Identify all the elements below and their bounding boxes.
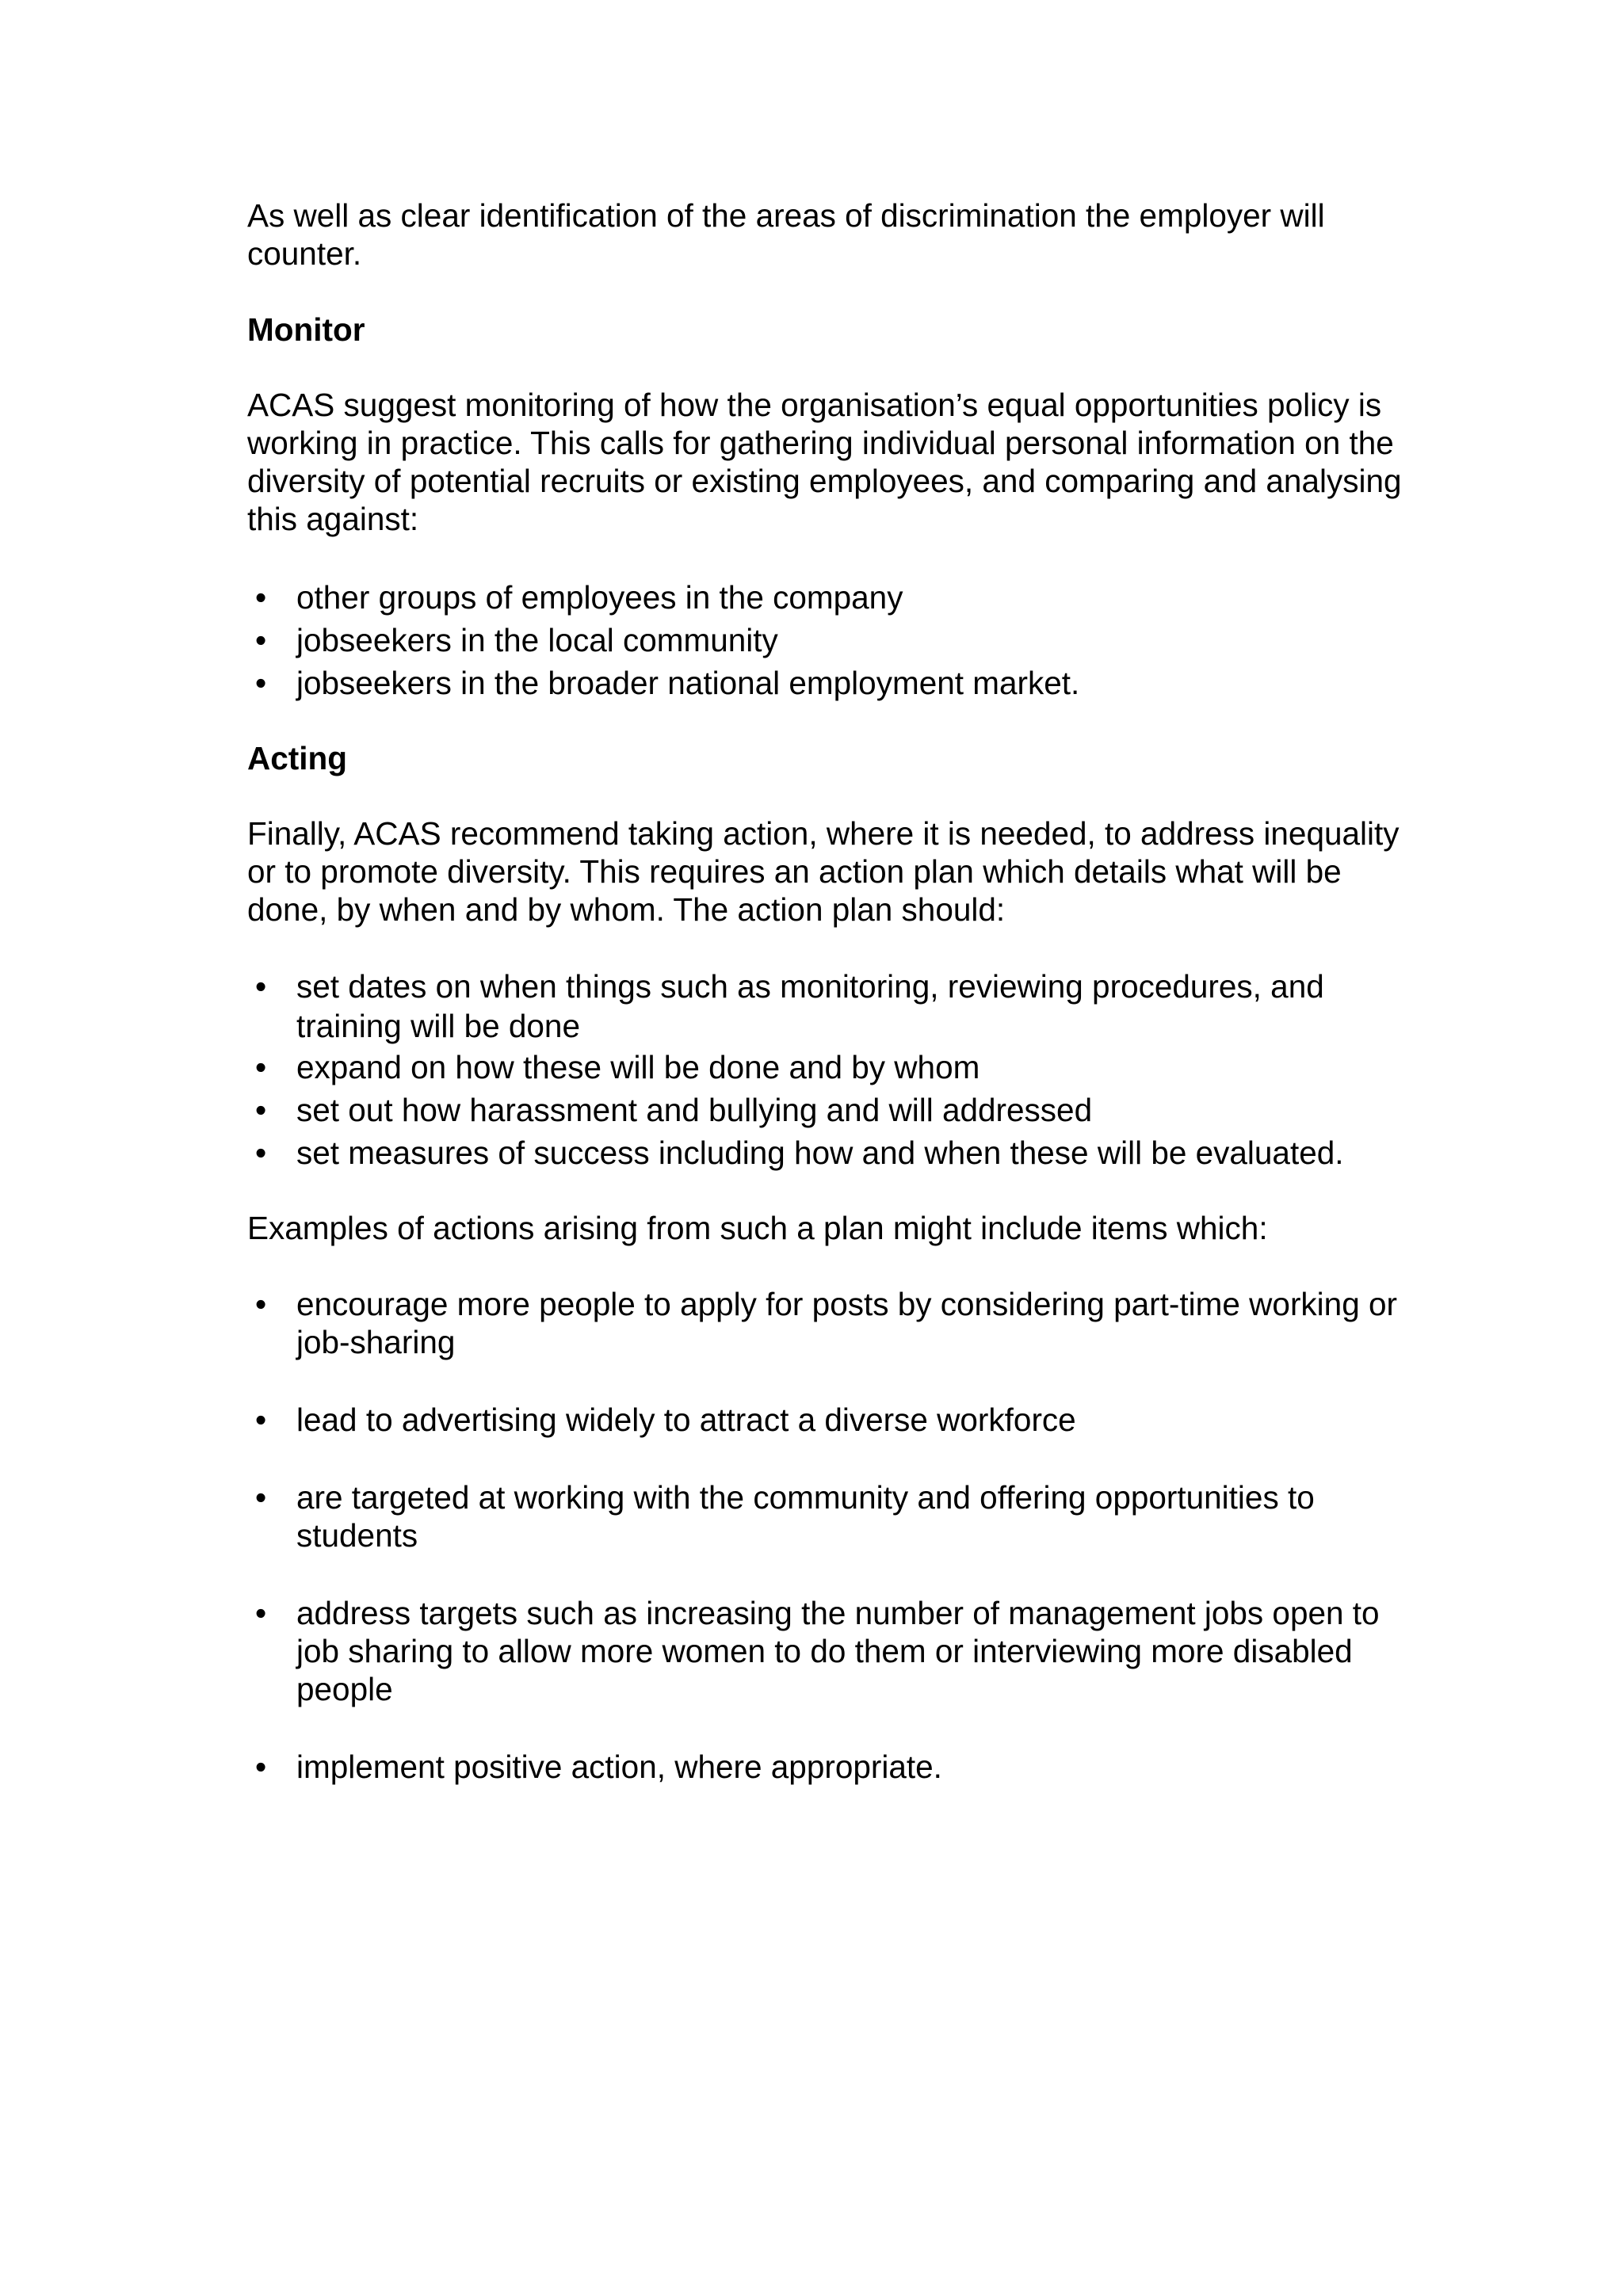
- acting-paragraph: Finally, ACAS recommend taking action, where it is needed, to address inequality or to promote diversity. This requires an action plan which details what will be done, by when and by whom. The action plan should:: [247, 815, 1400, 928]
- bullet-icon: •: [255, 1092, 267, 1128]
- list-item: [247, 662, 1412, 704]
- list-item-text: encourage more people to apply for posts by considering part-time working or job-sharing: [296, 1286, 1397, 1360]
- section-heading-acting: Acting: [247, 740, 347, 776]
- list-item: [247, 1401, 1412, 1439]
- examples-intro-paragraph: Examples of actions arising from such a plan might include items which:: [247, 1210, 1268, 1246]
- list-item: [247, 1478, 1412, 1554]
- list-item: [247, 1046, 1412, 1089]
- section-heading-monitor: Monitor: [247, 311, 365, 348]
- bullet-icon: •: [255, 1049, 267, 1085]
- list-item-text: set measures of success including how and when these will be evaluated.: [296, 1135, 1344, 1171]
- monitor-bullet-list: [247, 576, 1412, 704]
- list-item-text: jobseekers in the broader national employment market.: [296, 665, 1080, 701]
- list-item: [247, 967, 1412, 1046]
- acting-bullet-list: [247, 967, 1412, 1174]
- list-item-text: implement positive action, where appropriate.: [296, 1749, 942, 1785]
- bullet-icon: •: [255, 665, 267, 701]
- list-item-text: set dates on when things such as monitoring, reviewing procedures, and training will be done: [296, 968, 1324, 1044]
- bullet-icon: •: [255, 1595, 267, 1631]
- bullet-icon: •: [255, 1135, 267, 1171]
- list-item-text: are targeted at working with the community and offering opportunities to students: [296, 1479, 1315, 1554]
- list-item-text: expand on how these will be done and by whom: [296, 1049, 980, 1085]
- monitor-paragraph: ACAS suggest monitoring of how the organisation’s equal opportunities policy is working in practice. This calls for gathering individual personal information on the diversity of potential recruits or existing employees, and comparing and analysing this against:: [247, 387, 1402, 537]
- list-item: [247, 619, 1412, 662]
- list-item-text: set out how harassment and bullying and will addressed: [296, 1092, 1093, 1128]
- intro-paragraph: As well as clear identification of the areas of discrimination the employer will counter.: [247, 197, 1325, 272]
- list-item: [247, 1594, 1412, 1708]
- list-item-text: jobseekers in the local community: [296, 622, 778, 658]
- bullet-icon: •: [255, 579, 267, 616]
- bullet-icon: •: [255, 1749, 267, 1785]
- list-item: [247, 576, 1412, 619]
- bullet-icon: •: [255, 1286, 267, 1322]
- list-item: [247, 1089, 1412, 1131]
- list-item-text: address targets such as increasing the number of management jobs open to job sharing to allow more women to do them or interviewing more disabled people: [296, 1595, 1380, 1707]
- bullet-icon: •: [255, 1402, 267, 1438]
- list-item-text: other groups of employees in the company: [296, 579, 903, 616]
- bullet-icon: •: [255, 1479, 267, 1516]
- bullet-icon: •: [255, 968, 267, 1005]
- list-item: [247, 1131, 1412, 1174]
- bullet-icon: •: [255, 622, 267, 658]
- list-item-text: lead to advertising widely to attract a diverse workforce: [296, 1402, 1076, 1438]
- list-item: [247, 1748, 1412, 1786]
- list-item: [247, 1285, 1412, 1361]
- examples-bullet-list: [247, 1285, 1412, 1786]
- document-page: [247, 196, 1412, 1786]
